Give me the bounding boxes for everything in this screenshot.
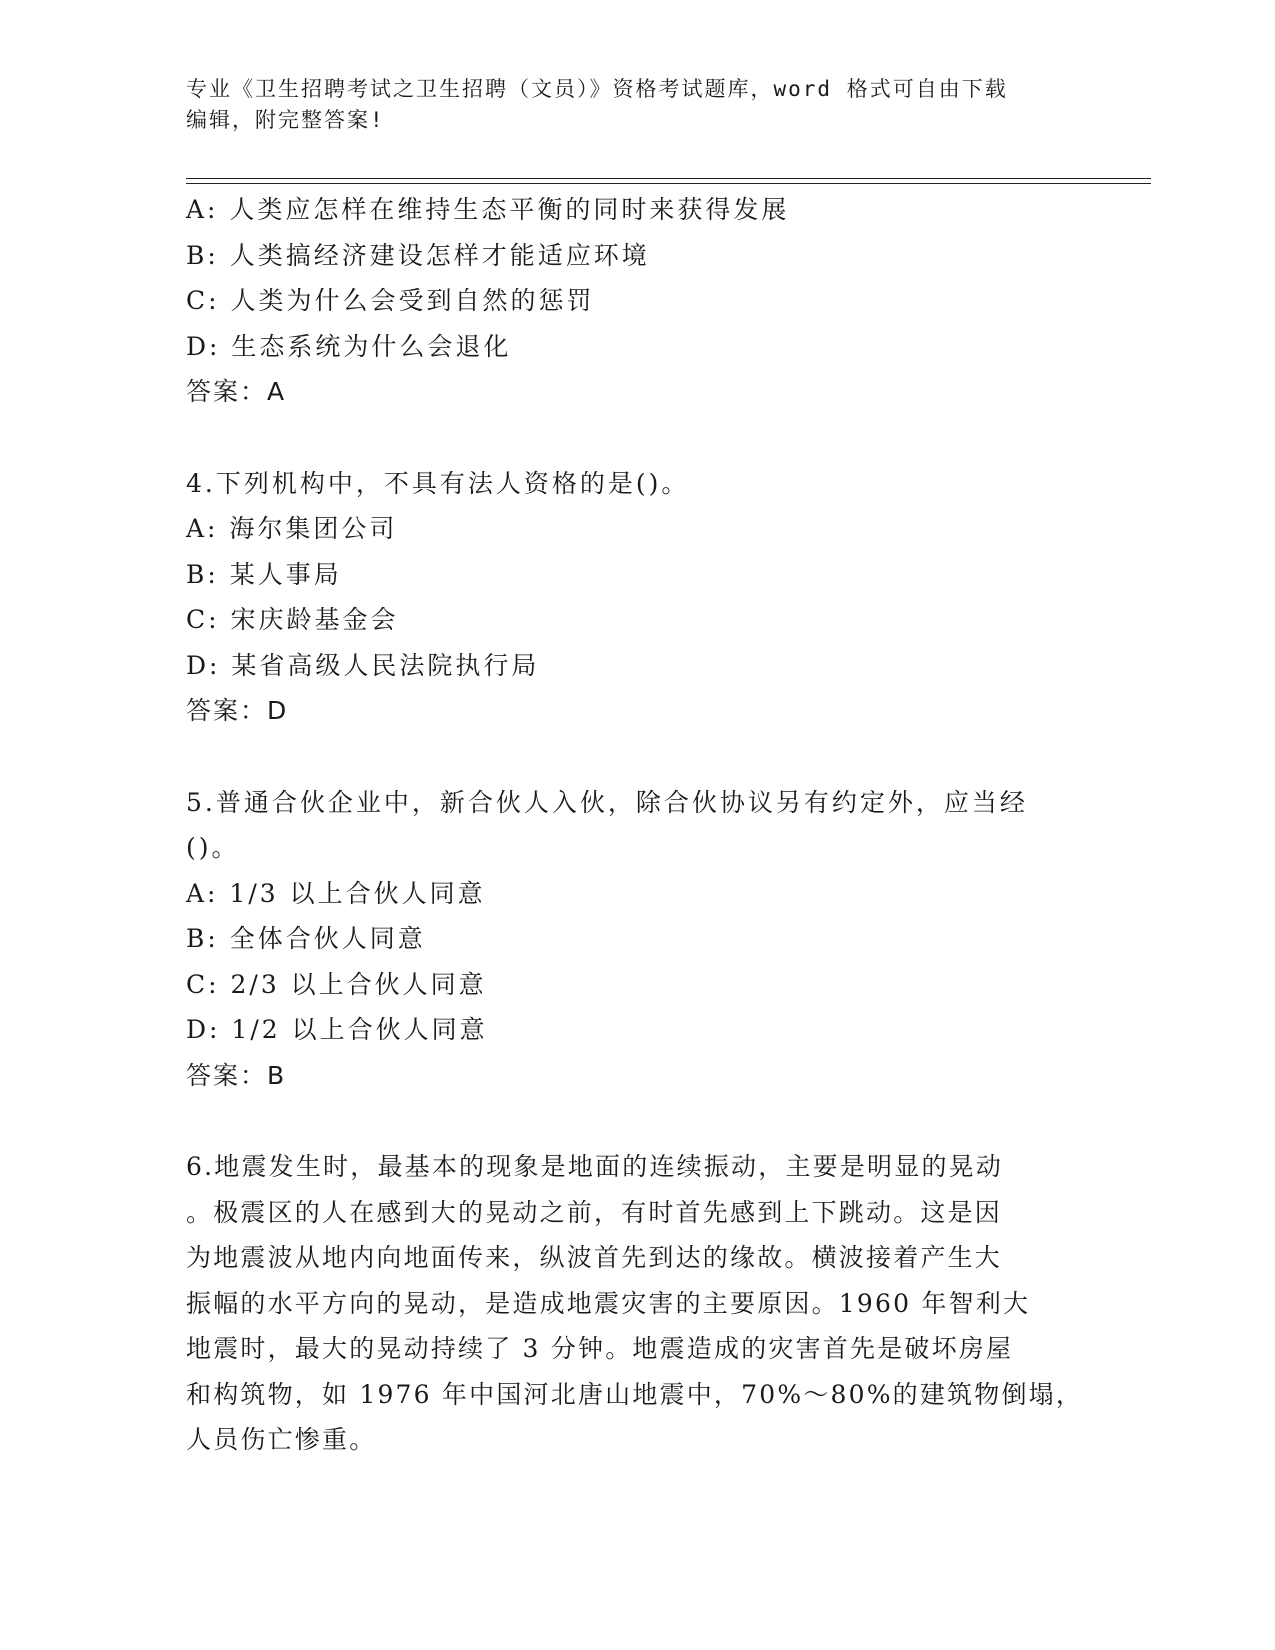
question-3 [186,187,1066,415]
spacer [186,734,1066,780]
question-text: 5.普通合伙企业中，新合伙人入伙，除合伙协议另有约定外，应当经 [186,787,1028,817]
option-d: D: 生态系统为什么会退化 [186,331,512,361]
question-4 [186,461,1066,734]
header-divider-top [186,178,1151,179]
option-d: D: 某省高级人民法院执行局 [186,650,540,680]
question-text: 6.地震发生时，最基本的现象是地面的连续振动，主要是明显的晃动 [186,1152,1004,1181]
header-line-1: 专业《卫生招聘考试之卫生招聘（文员）》资格考试题库，word 格式可自由下载 [186,77,1008,101]
spacer [186,415,1066,461]
option-d: D: 1/2 以上合伙人同意 [186,1015,488,1044]
question-text: 4.下列机构中，不具有法人资格的是()。 [186,468,690,498]
option-b: B: 全体合伙人同意 [186,924,426,953]
option-c: C: 2/3 以上合伙人同意 [186,969,487,999]
option-a: A: 海尔集团公司 [186,514,398,543]
option-c: C: 宋庆龄基金会 [186,605,399,634]
spacer [186,1098,1066,1144]
question-text: ()。 [186,833,240,862]
question-text: 为地震波从地内向地面传来，纵波首先到达的缘故。横波接着产生大 [186,1243,1003,1272]
option-c: C: 人类为什么会受到自然的惩罚 [186,286,595,315]
option-b: B: 某人事局 [186,559,342,589]
question-text: 地震时，最大的晃动持续了 3 分钟。地震造成的灾害首先是破坏房屋 [186,1334,1014,1363]
option-a: A: 1/3 以上合伙人同意 [186,878,486,908]
answer: 答案：D [186,696,289,725]
option-a: A: 人类应怎样在维持生态平衡的同时来获得发展 [186,195,790,224]
header-line-2: 编辑，附完整答案! [186,108,385,132]
answer: 答案：A [186,377,287,406]
option-b: B: 人类搞经济建设怎样才能适应环境 [186,240,650,270]
question-text: 。极震区的人在感到大的晃动之前，有时首先感到上下跳动。这是因 [186,1197,1003,1227]
question-text: 人员伤亡惨重。 [186,1425,377,1454]
question-text: 振幅的水平方向的晃动，是造成地震灾害的主要原因。1960 年智利大 [186,1288,1031,1318]
question-list [186,187,1084,1463]
question-5 [186,780,1066,1099]
document-header [186,74,1086,136]
question-text: 和构筑物，如 1976 年中国河北唐山地震中，70%～80%的建筑物倒塌， [186,1379,1084,1409]
answer: 答案：B [186,1060,287,1090]
question-6 [186,1144,1084,1463]
header-divider-bottom [186,183,1151,184]
